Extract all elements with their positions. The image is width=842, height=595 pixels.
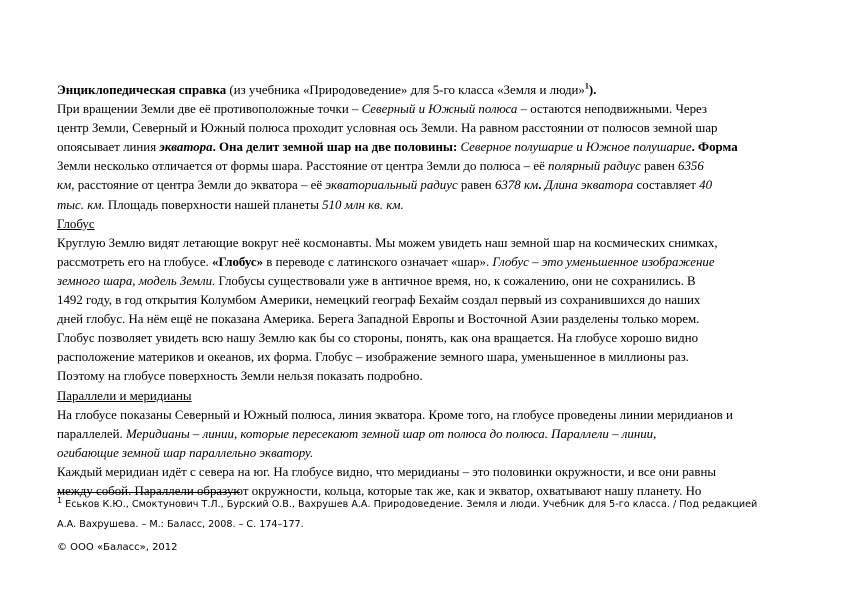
text-line: огибающие земной шар параллельно экватору. [57, 445, 314, 460]
document-body [57, 81, 797, 501]
text-run: земного шара, модель Земли. [57, 273, 216, 288]
text-line [57, 176, 797, 195]
text-line: центр Земли, Северный и Южный полюса проходит условная ось Земли. На равном расстоянии от полюсов земной шар [57, 121, 718, 136]
reference-title [57, 81, 797, 100]
text-run: Северный и Южный полюса [361, 102, 518, 117]
text-run: полярный радиус [548, 159, 641, 174]
text-line [57, 272, 797, 291]
text-line: между собой. Параллели образуют окружности, кольца, которые так же, как и экватор, охватывают нашу планету. Но [57, 483, 702, 498]
text-run: равен [457, 178, 495, 193]
text-run: в переводе с латинского означает «шар». [263, 254, 493, 269]
text-run: рассмотреть его на глобусе. [57, 254, 213, 269]
section-heading-globe: Глобус [57, 216, 95, 231]
title-rest: (из учебника «Природоведение» для 5-го класса «Земля и люди» [226, 83, 585, 97]
text-run: Меридианы – линии, которые пересекают земной шар от полюса до полюса. Параллели – линии, [126, 426, 657, 441]
footnote-number: 1 [57, 495, 63, 505]
text-run: 40 [699, 178, 713, 193]
text-line [57, 100, 797, 119]
footnote-line [57, 495, 757, 515]
copyright: © ООО «Баласс», 2012 [57, 542, 178, 553]
text-line: дней глобус. На нём ещё не показана Америка. Берега Западной Европы и Восточной Азии разделены только морем. [57, 312, 700, 327]
text-run: параллелей. [57, 426, 126, 441]
text-line [57, 138, 797, 157]
footnote-ref: 1 [584, 81, 589, 91]
section-heading-parallels: Параллели и меридианы [57, 388, 192, 403]
text-line: Круглую Землю видят летающие вокруг неё космонавты. Мы можем увидеть наш земной шар на космических снимках, [57, 235, 718, 250]
footnote-text: Еськов К.Ю., Смоктунович Т.Л., Бурский О.В., Вахрушев А.А. Природоведение. Земля и люди. Учебник для 5-го класса. / Под редакцией [62, 499, 758, 510]
text-line [57, 253, 797, 272]
text-run: . Она делит земной шар на две половины: [212, 140, 461, 155]
text-line: Поэтому на глобусе поверхность Земли нельзя показать подробно. [57, 369, 423, 384]
text-run: Глобусы существовали уже в античное время, но, к сожалению, они не сохранились. В [215, 273, 696, 288]
text-run: Земли несколько отличается от формы шара. Расстояние от центра Земли до полюса – её [57, 159, 549, 174]
text-run: «Глобус» [212, 254, 264, 269]
text-run: Северное полушарие и Южное полушарие [460, 140, 692, 155]
text-run: При вращении Земли две её противоположные точки – [57, 102, 362, 117]
text-line [57, 157, 797, 176]
text-run: – остаются неподвижными. Через [517, 102, 708, 117]
text-run: 6356 [678, 159, 704, 174]
text-run: 6378 км [494, 178, 539, 193]
text-run: км [57, 178, 72, 193]
text-run: . [538, 178, 545, 193]
footnote [57, 495, 757, 535]
text-run: составляет [633, 178, 700, 193]
text-run: равен [640, 159, 679, 174]
title-end: ). [588, 83, 597, 97]
text-line: 1492 году, в год открытия Колумбом Америки, немецкий географ Бехайм создал первый из сохранившихся до наших [57, 293, 701, 308]
text-run: опоясывает линия [57, 140, 160, 155]
text-line [57, 196, 797, 215]
text-run: , расстояние от центра Земли до экватора – её [71, 178, 326, 193]
footnote-line: А.А. Вахрушева. – М.: Баласс, 2008. – С. 174–177. [57, 519, 304, 530]
text-line: расположение материков и океанов, их форма. Глобус – изображение земного шара, уменьшенное в миллионы раз. [57, 350, 689, 365]
text-run: Площадь поверхности нашей планеты [104, 197, 323, 212]
text-run: Длина экватора [544, 178, 634, 193]
text-line [57, 425, 797, 444]
text-line: Глобус позволяет увидеть всю нашу Землю как бы со стороны, понять, как она вращается. На глобусе хорошо видно [57, 331, 699, 346]
text-run: тыс. км. [57, 197, 105, 212]
text-run: 510 млн кв. км. [322, 197, 404, 212]
text-run: экваториальный радиус [325, 178, 458, 193]
footnote-separator [57, 492, 240, 493]
text-run: экватора [159, 140, 213, 155]
text-run: . Форма [691, 140, 738, 155]
title-bold: Энциклопедическая справка [57, 83, 227, 97]
text-line: Каждый меридиан идёт с севера на юг. На глобусе видно, что меридианы – это половинки окружности, и все они равны [57, 464, 717, 479]
text-run: Глобус – это уменьшенное изображение [492, 254, 715, 269]
text-line: На глобусе показаны Северный и Южный полюса, линия экватора. Кроме того, на глобусе проведены линии меридианов и [57, 407, 733, 422]
